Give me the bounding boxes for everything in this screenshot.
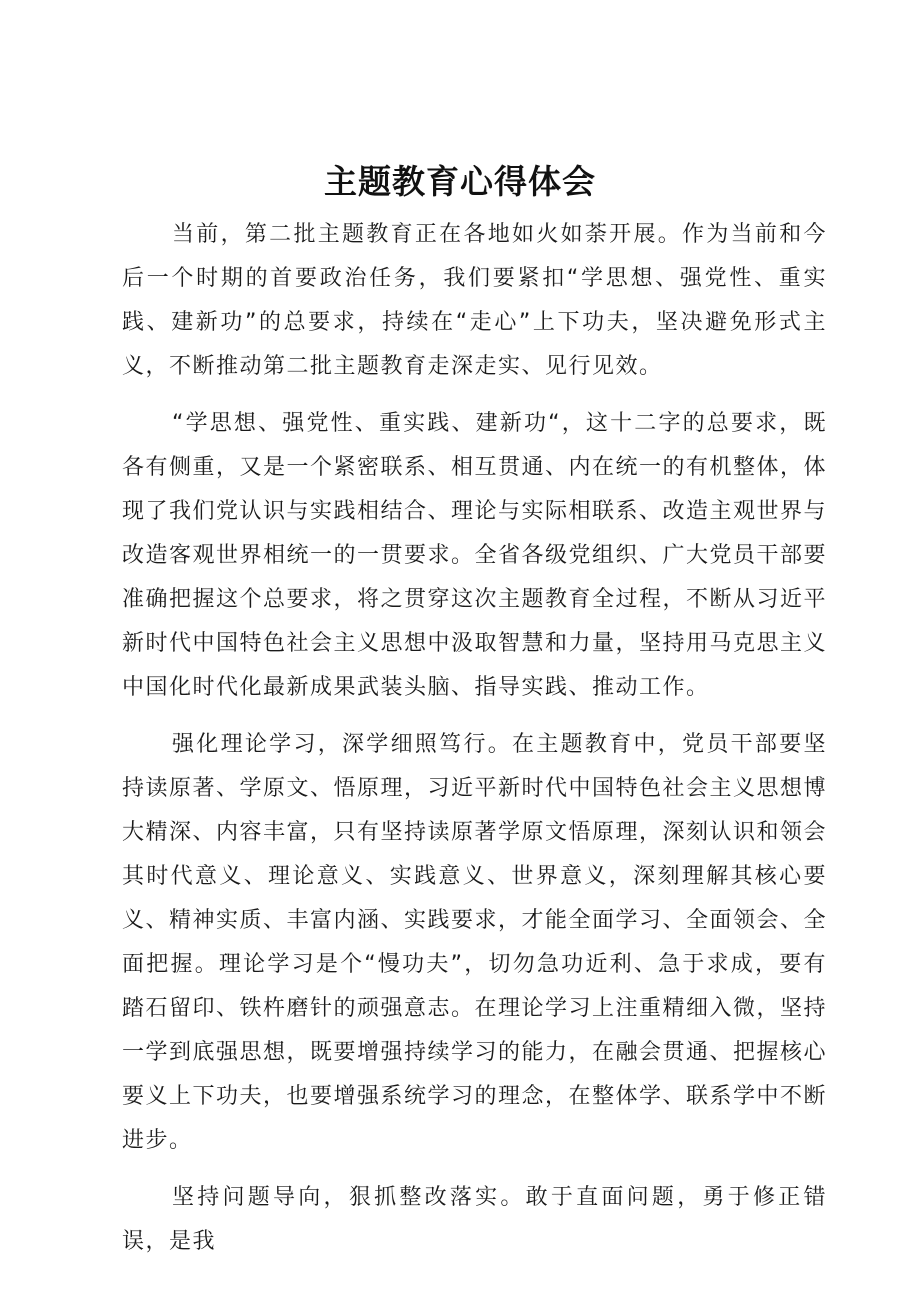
paragraph: 坚持问题导向，狠抓整改落实。敢于直面问题，勇于修正错误，是我 [122,1185,827,1254]
document-title: 主题教育心得体会 [324,162,596,201]
paragraph: “学思想、强党性、重实践、建新功“，这十二字的总要求，既各有侧重，又是一个紧密联系、相互贯通、内在统一的有机整体，体现了我们党认识与实践相结合、理论与实际相联系、改造主观世界与改造客观世界相统一的一贯要求。全省各级党组织、广大党员干部要准确把握这个总要求，将之贯穿这次主题教育全过程，不断从习近平新时代中国特色社会主义思想中汲取智慧和力量，坚持用马克思主义中国化时代化最新成果武装头脑、指导实践、推动工作。 [122,411,828,700]
document-body [122,213,827,1277]
paragraph: 当前，第二批主题教育正在各地如火如荼开展。作为当前和今后一个时期的首要政治任务，我们要紧扣“学思想、强党性、重实践、建新功”的总要求，持续在“走心”上下功夫，坚决避免形式主义，不断推动第二批主题教育走深走实、见行见效。 [122,222,827,379]
paragraph: 强化理论学习，深学细照笃行。在主题教育中，党员干部要坚持读原著、学原文、悟原理，习近平新时代中国特色社会主义思想博大精深、内容丰富，只有坚持读原著学原文悟原理，深刻认识和领会其时代意义、理论意义、实践意义、世界意义，深刻理解其核心要义、精神实质、丰富内涵、实践要求，才能全面学习、全面领会、全面把握。理论学习是个“慢功夫”，切勿急功近利、急于求成，要有踏石留印、铁杵磨针的顽强意志。在理论学习上注重精细入微，坚持一学到底强思想，既要增强持续学习的能力，在融会贯通、把握核心要义上下功夫，也要增强系统学习的理念，在整体学、联系学中不断进步。 [122,732,828,1153]
